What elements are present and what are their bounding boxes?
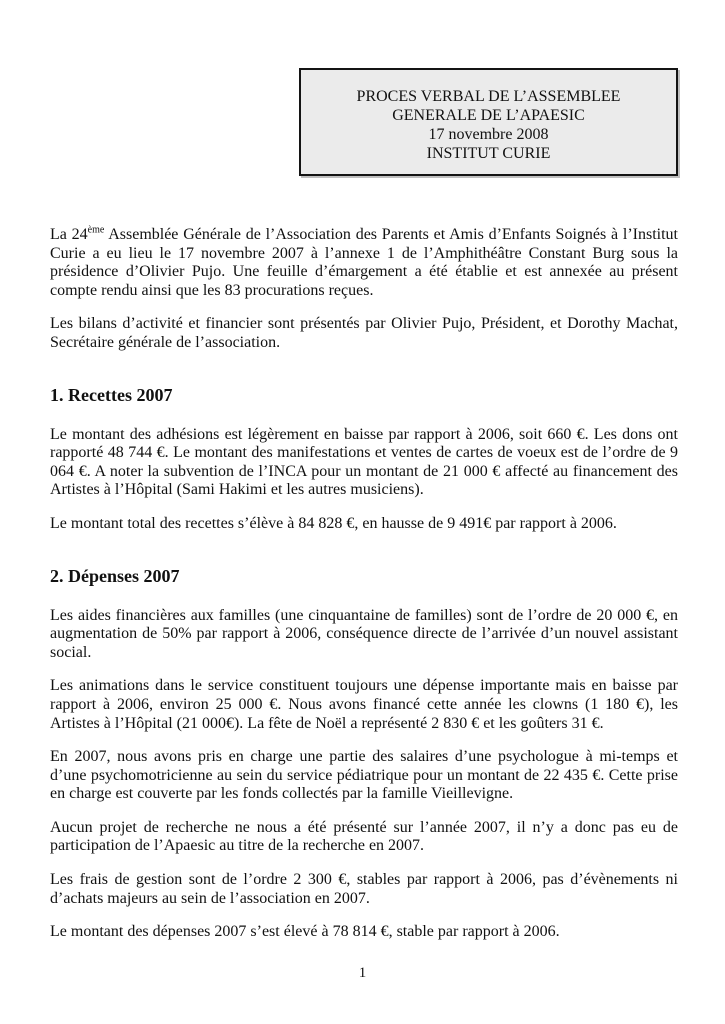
header-box	[299, 68, 678, 176]
depenses-paragraph-4: Aucun projet de recherche ne nous a été présenté sur l’année 2007, il n’y a donc pas eu de participation de l’Apaesic au titre de la recherche en 2007.	[50, 818, 678, 855]
section-heading-depenses: 2. Dépenses 2007	[50, 565, 180, 586]
header-place: INSTITUT CURIE	[426, 145, 551, 162]
recettes-paragraph-2: Le montant total des recettes s’élève à 84 828 €, en hausse de 9 491€ par rapport à 2006.	[50, 514, 617, 532]
recettes-paragraph-1: Le montant des adhésions est légèrement en baisse par rapport à 2006, soit 660 €. Les dons ont rapporté 48 744 €. Le montant des manifestations et ventes de cartes de voeux est de l’ordre de 9 064 €. A noter la subvention de l’INCA pour un montant de 21 000 € affecté au financement des Artistes à l’Hôpital (Sami Hakimi et les autres musiciens).	[50, 425, 678, 499]
section-heading-recettes: 1. Recettes 2007	[50, 384, 173, 405]
depenses-paragraph-6: Le montant des dépenses 2007 s’est élevé à 78 814 €, stable par rapport à 2006.	[50, 923, 560, 941]
page-number: 1	[358, 965, 367, 981]
document-body	[50, 226, 678, 942]
depenses-paragraph-3: En 2007, nous avons pris en charge une partie des salaires d’une psychologue à mi-temps et d’une psychomotricienne au sein du service pédiatrique pour un montant de 22 435 €. Cette prise en charge est couverte par les fonds collectés par la famille Vieillevigne.	[50, 748, 678, 803]
intro-p1-rest: Assemblée Générale de l’Association des Parents et Amis d’Enfants Soignés à l’Institut Curie a eu lieu le 17 novembre 2007 à l’annexe 1 de l’Amphithéâtre Constant Burg sous la présidence d’Olivier Pujo. Une feuille d’émargement a été établie et est annexée au présent compte rendu ainsi que les 83 procurations reçues.	[50, 226, 679, 299]
intro-p1-prefix: La 24	[50, 226, 88, 243]
ordinal-superscript: ème	[87, 224, 105, 236]
depenses-paragraph-5: Les frais de gestion sont de l’ordre 2 300 €, stables par rapport à 2006, pas d’évènements ni d’achats majeurs au sein de l’association en 2007.	[50, 871, 678, 907]
intro-paragraph-1	[50, 226, 678, 300]
header-date: 17 novembre 2008	[428, 126, 549, 143]
intro-paragraph-2: Les bilans d’activité et financier sont présentés par Olivier Pujo, Président, et Dorothy Machat, Secrétaire générale de l’association.	[50, 315, 678, 351]
header-title: PROCES VERBAL DE L’ASSEMBLEE GENERALE DE L’APAESIC	[356, 88, 621, 124]
depenses-paragraph-2: Les animations dans le service constituent toujours une dépense importante mais en baisse par rapport à 2006, environ 25 000 €. Nous avons financé cette année les clowns (1 180 €), les Artistes à l’Hôpital (21 000€). La fête de Noël a représenté 2 830 € et les goûters 31 €.	[50, 677, 678, 732]
depenses-paragraph-1: Les aides financières aux familles (une cinquantaine de familles) sont de l’ordre de 20 000 €, en augmentation de 50% par rapport à 2006, conséquence directe de l’arrivée d’un nouvel assistant social.	[50, 606, 678, 661]
